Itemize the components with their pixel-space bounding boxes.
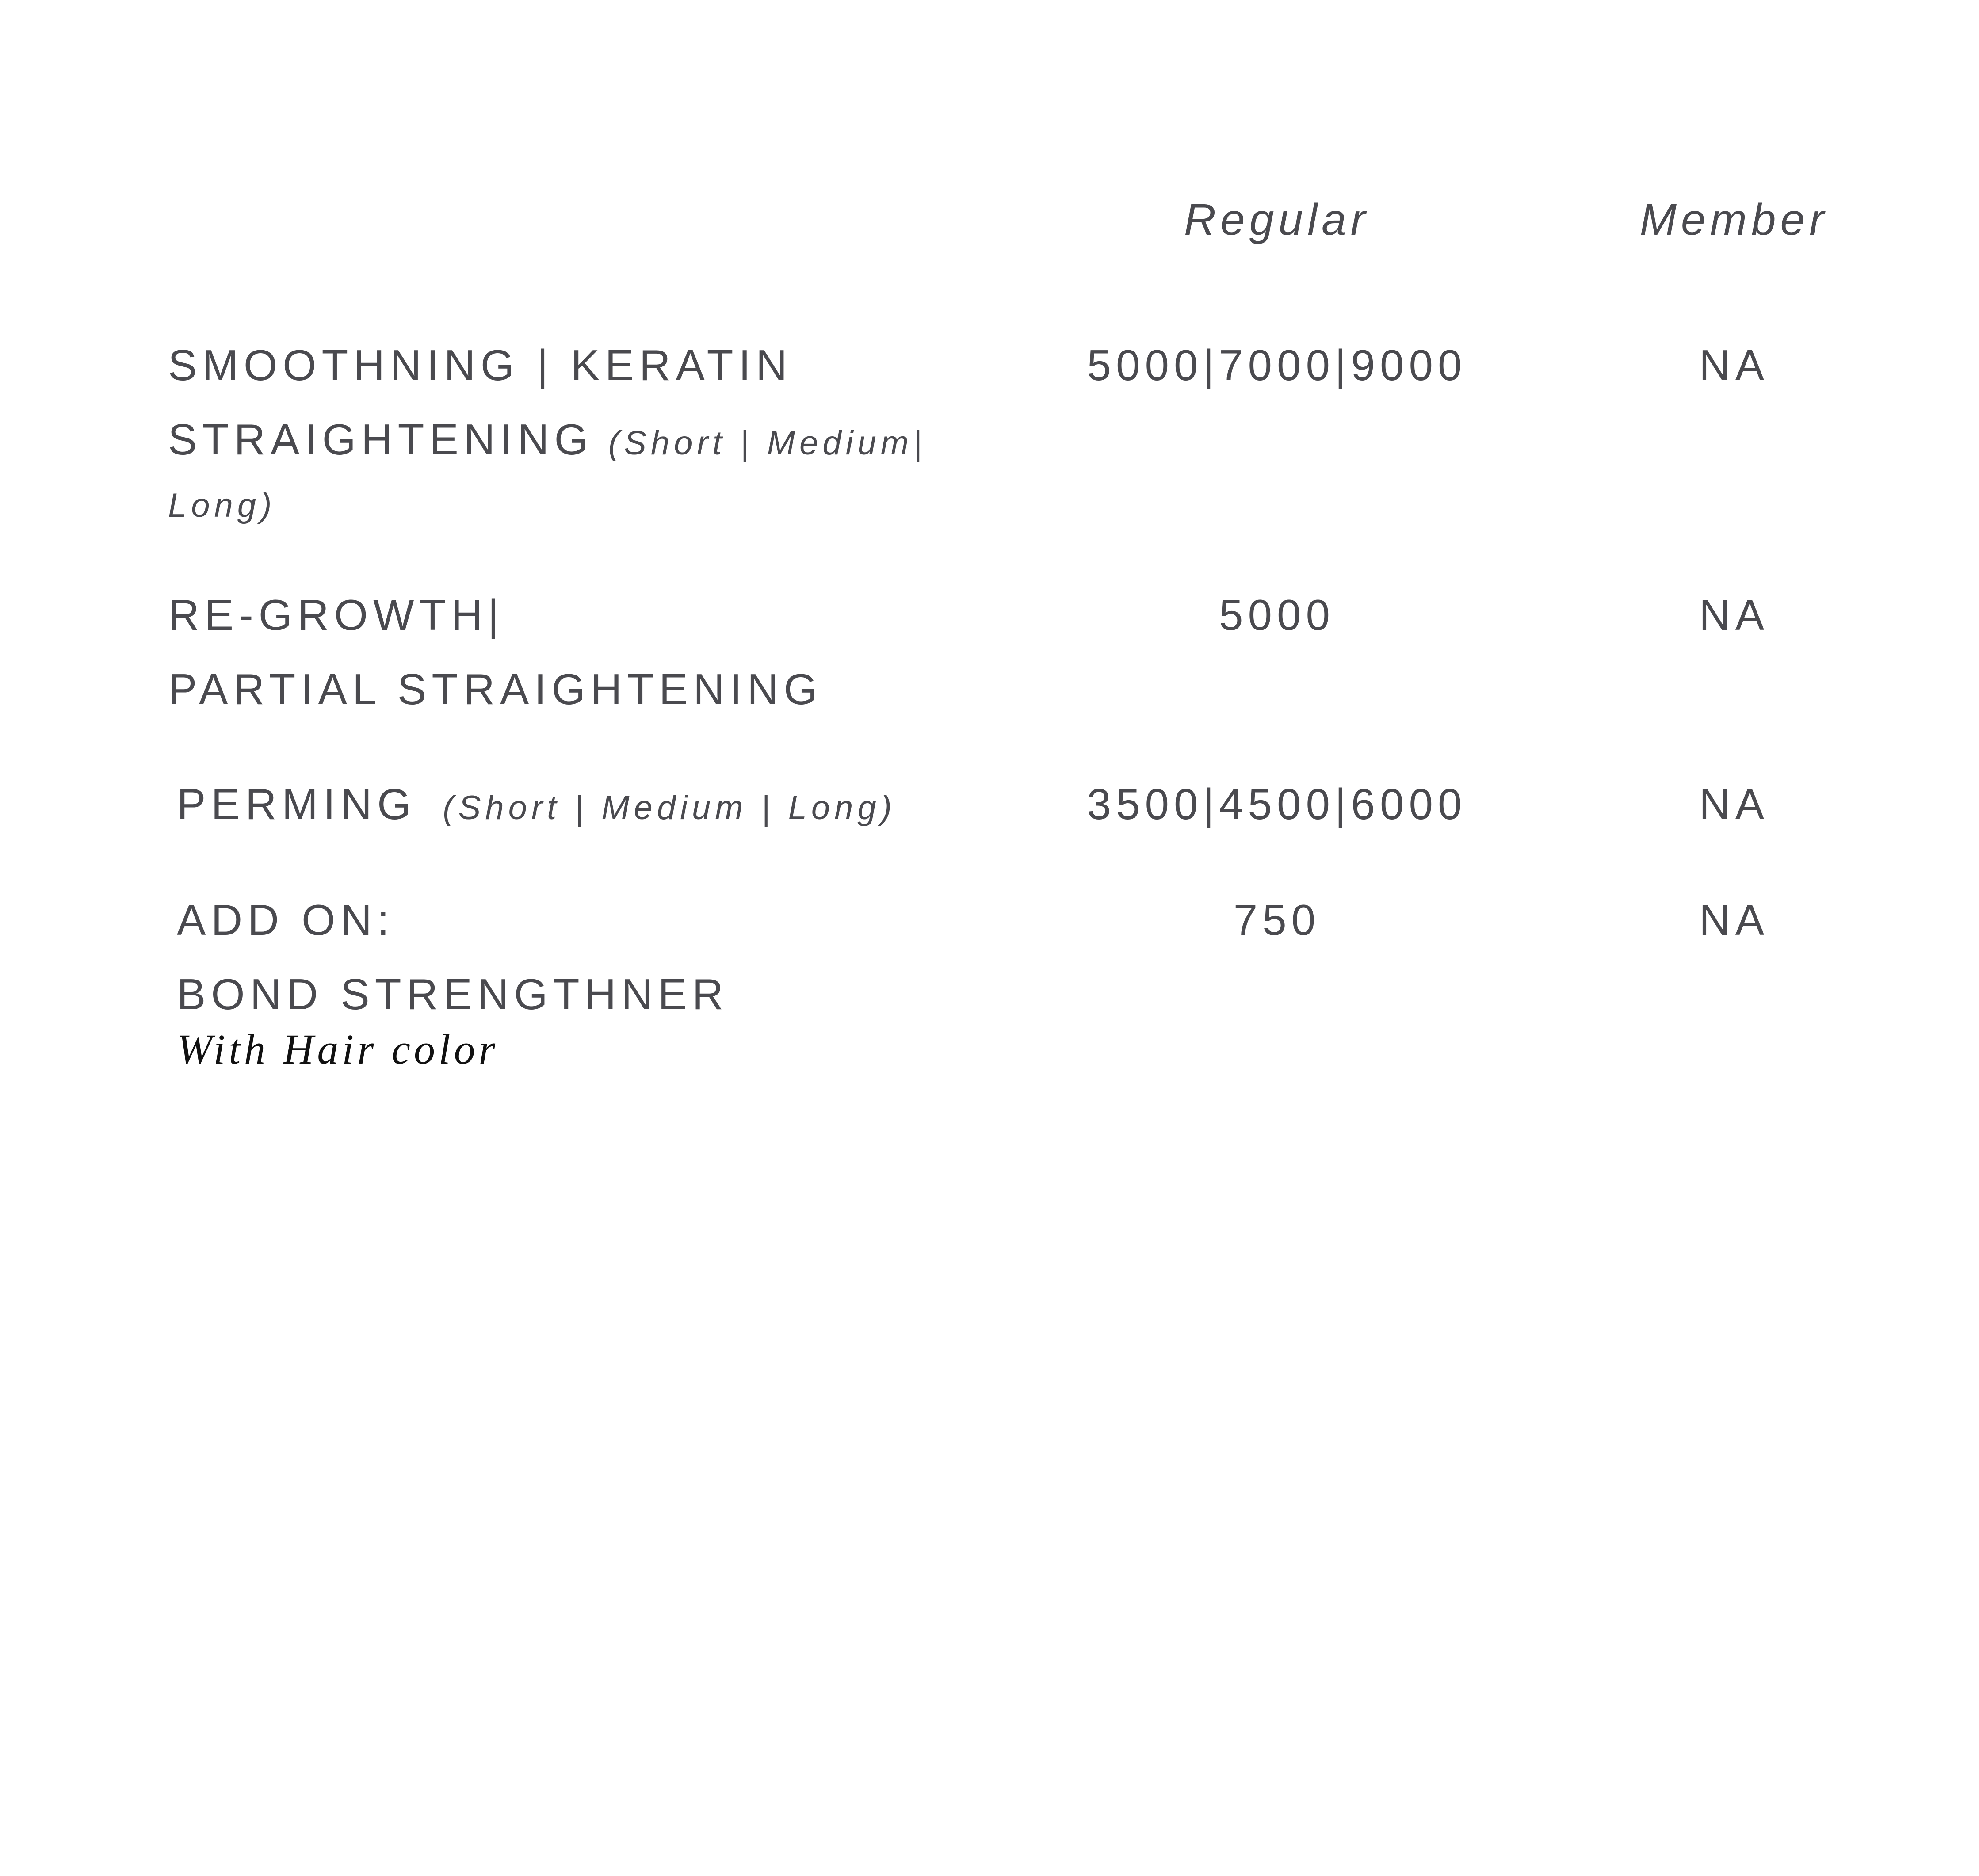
length-options-note: (Short | Medium| [608, 424, 926, 462]
member-price: NA [1699, 896, 1769, 944]
service-subnote: With Hair color [177, 1026, 499, 1073]
member-price: NA [1699, 591, 1769, 639]
regular-column-header: Regular [1184, 195, 1370, 244]
service-name-text: PERMING [177, 780, 416, 828]
service-name-line1: SMOOTHNING | KERATIN [168, 341, 793, 389]
regular-price: 750 [1233, 896, 1321, 944]
service-name-line1: RE-GROWTH| [168, 591, 504, 639]
service-name-text: STRAIGHTENING [168, 415, 593, 464]
length-options-note-cont: Long) [168, 487, 276, 524]
member-price: NA [1699, 780, 1769, 828]
service-name-line2: PARTIAL STRAIGHTENING [168, 665, 823, 713]
service-name-line2: BOND STRENGTHNER [177, 970, 729, 1018]
service-name-line1 [177, 779, 896, 829]
regular-price: 3500|4500|6000 [1087, 780, 1467, 828]
member-column-header: Member [1639, 195, 1829, 244]
length-options-note: (Short | Medium | Long) [443, 789, 896, 827]
member-price: NA [1699, 341, 1769, 389]
regular-price: 5000|7000|9000 [1087, 341, 1467, 389]
regular-price: 5000 [1219, 591, 1335, 639]
service-name-line2 [168, 415, 926, 465]
service-name-line1: ADD ON: [177, 896, 395, 944]
